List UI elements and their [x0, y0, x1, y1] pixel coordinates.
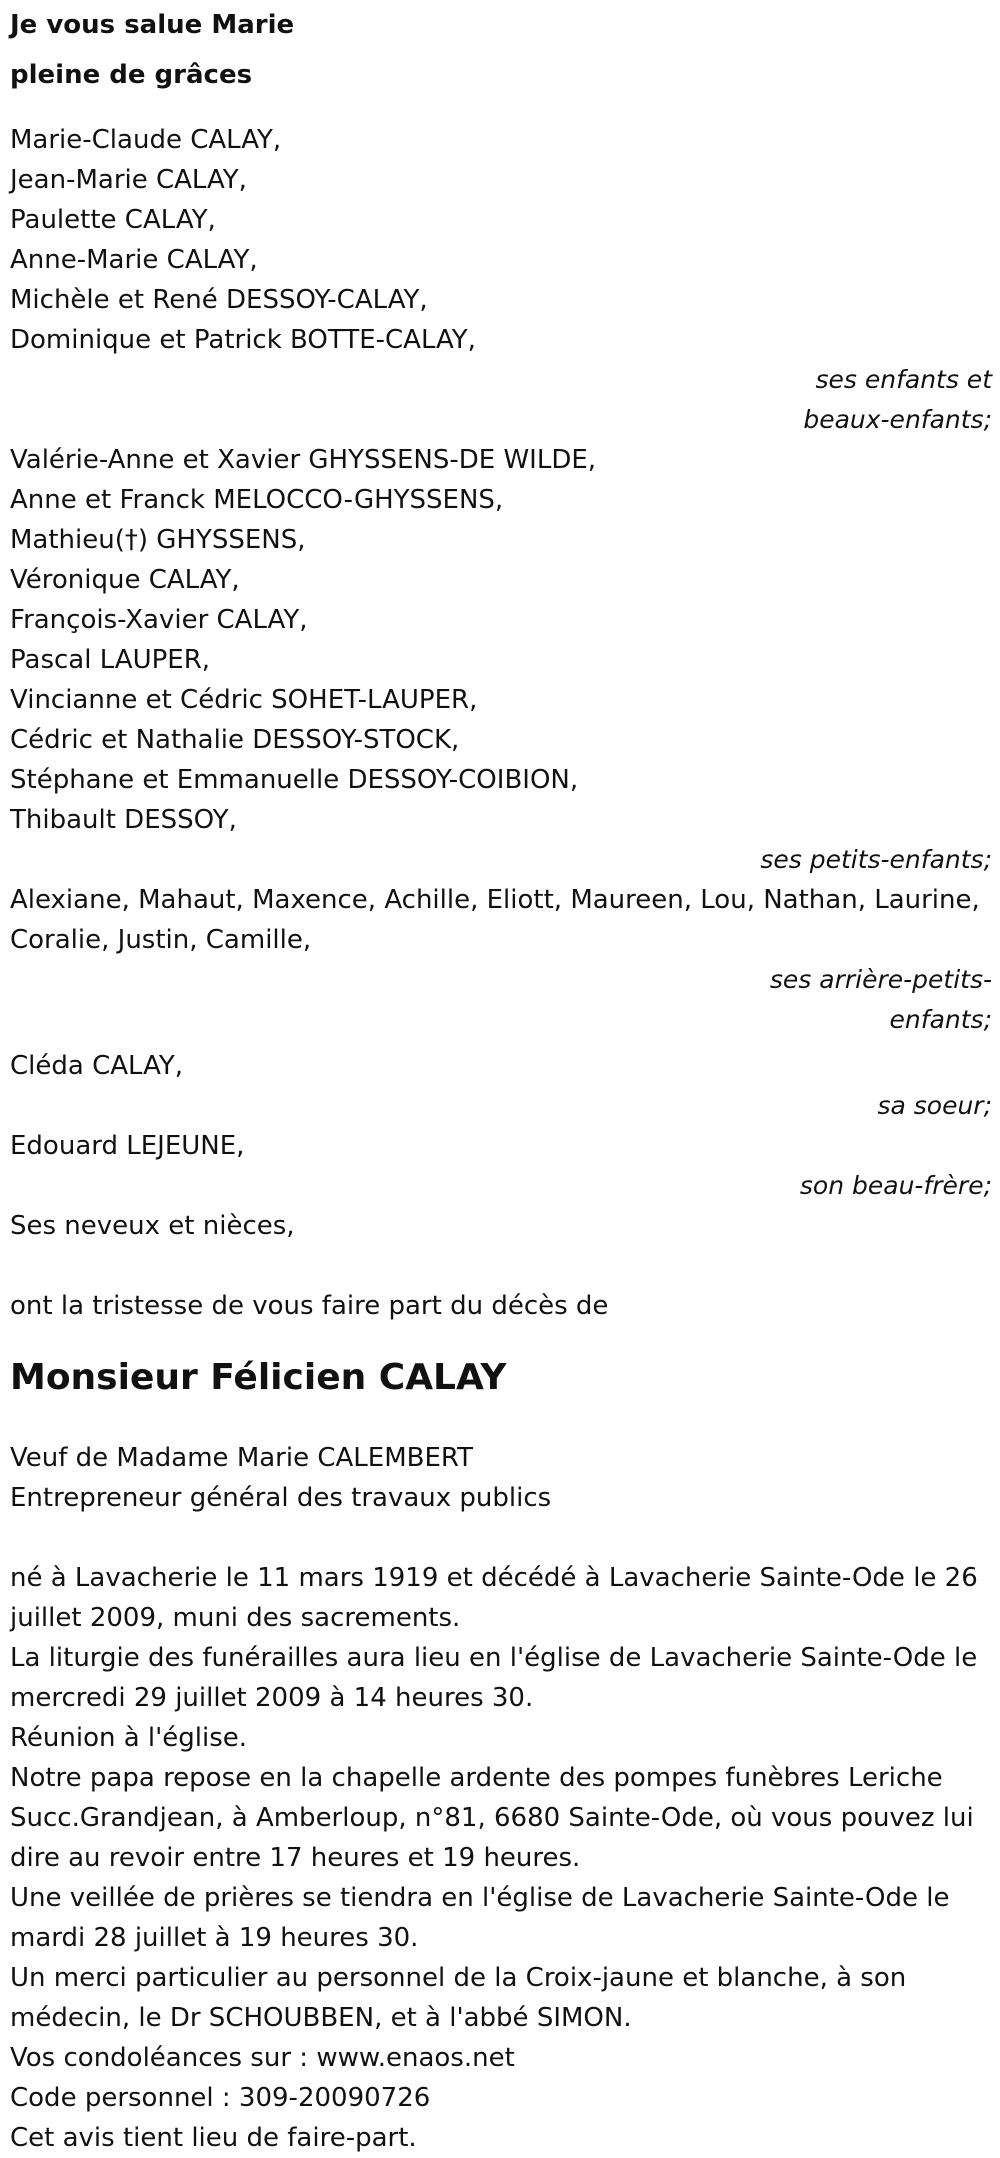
- child-name: Anne-Marie CALAY,: [10, 245, 258, 275]
- children-relation-line-1: ses enfants et: [815, 365, 992, 394]
- grandchild-name: Pascal LAUPER,: [10, 645, 211, 675]
- body-line: Succ.Grandjean, à Amberloup, n°81, 6680 Sainte-Ode, où vous pouvez lui: [10, 1803, 974, 1833]
- announcement-line: ont la tristesse de vous faire part du décès de: [10, 1291, 609, 1321]
- grandchild-name: Anne et Franck MELOCCO-GHYSSENS,: [10, 485, 504, 515]
- body-line: La liturgie des funérailles aura lieu en l'église de Lavacherie Sainte-Ode le: [10, 1643, 978, 1673]
- body-line: né à Lavacherie le 11 mars 1919 et décédé à Lavacherie Sainte-Ode le 26: [10, 1563, 978, 1593]
- great-grandchildren-line-2: Coralie, Justin, Camille,: [10, 925, 312, 955]
- body-line: juillet 2009, muni des sacrements.: [10, 1603, 461, 1633]
- body-line: Un merci particulier au personnel de la Croix-jaune et blanche, à son: [10, 1963, 907, 1993]
- grandchild-name: Valérie-Anne et Xavier GHYSSENS-DE WILDE,: [10, 445, 597, 475]
- grandchild-name: François-Xavier CALAY,: [10, 605, 308, 635]
- obituary-notice: [10, 0, 992, 2158]
- deceased-detail-profession: Entrepreneur général des travaux publics: [10, 1483, 552, 1513]
- great-grandchildren-relation-line-2: enfants;: [889, 1005, 992, 1034]
- body-line: mercredi 29 juillet 2009 à 14 heures 30.: [10, 1683, 534, 1713]
- grandchild-name: Stéphane et Emmanuelle DESSOY-COIBION,: [10, 765, 579, 795]
- brother-in-law-relation: son beau-frère;: [799, 1171, 992, 1200]
- body-line: médecin, le Dr SCHOUBBEN, et à l'abbé SIMON.: [10, 2003, 632, 2033]
- body-line: dire au revoir entre 17 heures et 19 heures.: [10, 1843, 581, 1873]
- body-line: mardi 28 juillet à 19 heures 30.: [10, 1923, 419, 1953]
- brother-in-law-name: Edouard LEJEUNE,: [10, 1131, 245, 1161]
- sister-relation: sa soeur;: [877, 1091, 992, 1120]
- body-line: Code personnel : 309-20090726: [10, 2083, 431, 2113]
- notice-body: [10, 1558, 992, 2158]
- grandchild-name: Cédric et Nathalie DESSOY-STOCK,: [10, 725, 460, 755]
- great-grandchildren-line-1: Alexiane, Mahaut, Maxence, Achille, Eliott, Maureen, Lou, Nathan, Laurine,: [10, 885, 980, 915]
- deceased-name: Monsieur Félicien CALAY: [10, 1357, 507, 1398]
- child-name: Marie-Claude CALAY,: [10, 125, 282, 155]
- great-grandchildren-relation-line-1: ses arrière-petits-: [769, 965, 992, 994]
- grandchild-name: Véronique CALAY,: [10, 565, 240, 595]
- sister-name: Cléda CALAY,: [10, 1051, 184, 1081]
- grandchild-name: Mathieu(†) GHYSSENS,: [10, 525, 306, 555]
- child-name: Paulette CALAY,: [10, 205, 216, 235]
- body-line: Cet avis tient lieu de faire-part.: [10, 2123, 417, 2153]
- grandchildren-relation: ses petits-enfants;: [760, 845, 992, 874]
- grandchild-name: Vincianne et Cédric SOHET-LAUPER,: [10, 685, 478, 715]
- body-line: Réunion à l'église.: [10, 1723, 248, 1753]
- body-line: Une veillée de prières se tiendra en l'église de Lavacherie Sainte-Ode le: [10, 1883, 950, 1913]
- body-line: Vos condoléances sur : www.enaos.net: [10, 2043, 515, 2073]
- nephews-line: Ses neveux et nièces,: [10, 1211, 295, 1241]
- body-line: Notre papa repose en la chapelle ardente des pompes funèbres Leriche: [10, 1763, 943, 1793]
- child-name: Jean-Marie CALAY,: [10, 165, 247, 195]
- grandchild-name: Thibault DESSOY,: [10, 805, 237, 835]
- child-name: Michèle et René DESSOY-CALAY,: [10, 285, 428, 315]
- prayer-line-2: pleine de grâces: [10, 60, 253, 90]
- grandchildren-list: [10, 440, 992, 840]
- child-name: Dominique et Patrick BOTTE-CALAY,: [10, 325, 476, 355]
- prayer-line-1: Je vous salue Marie: [10, 10, 295, 40]
- deceased-detail-widower: Veuf de Madame Marie CALEMBERT: [10, 1443, 473, 1473]
- children-relation-line-2: beaux-enfants;: [803, 405, 992, 434]
- children-list: [10, 120, 992, 360]
